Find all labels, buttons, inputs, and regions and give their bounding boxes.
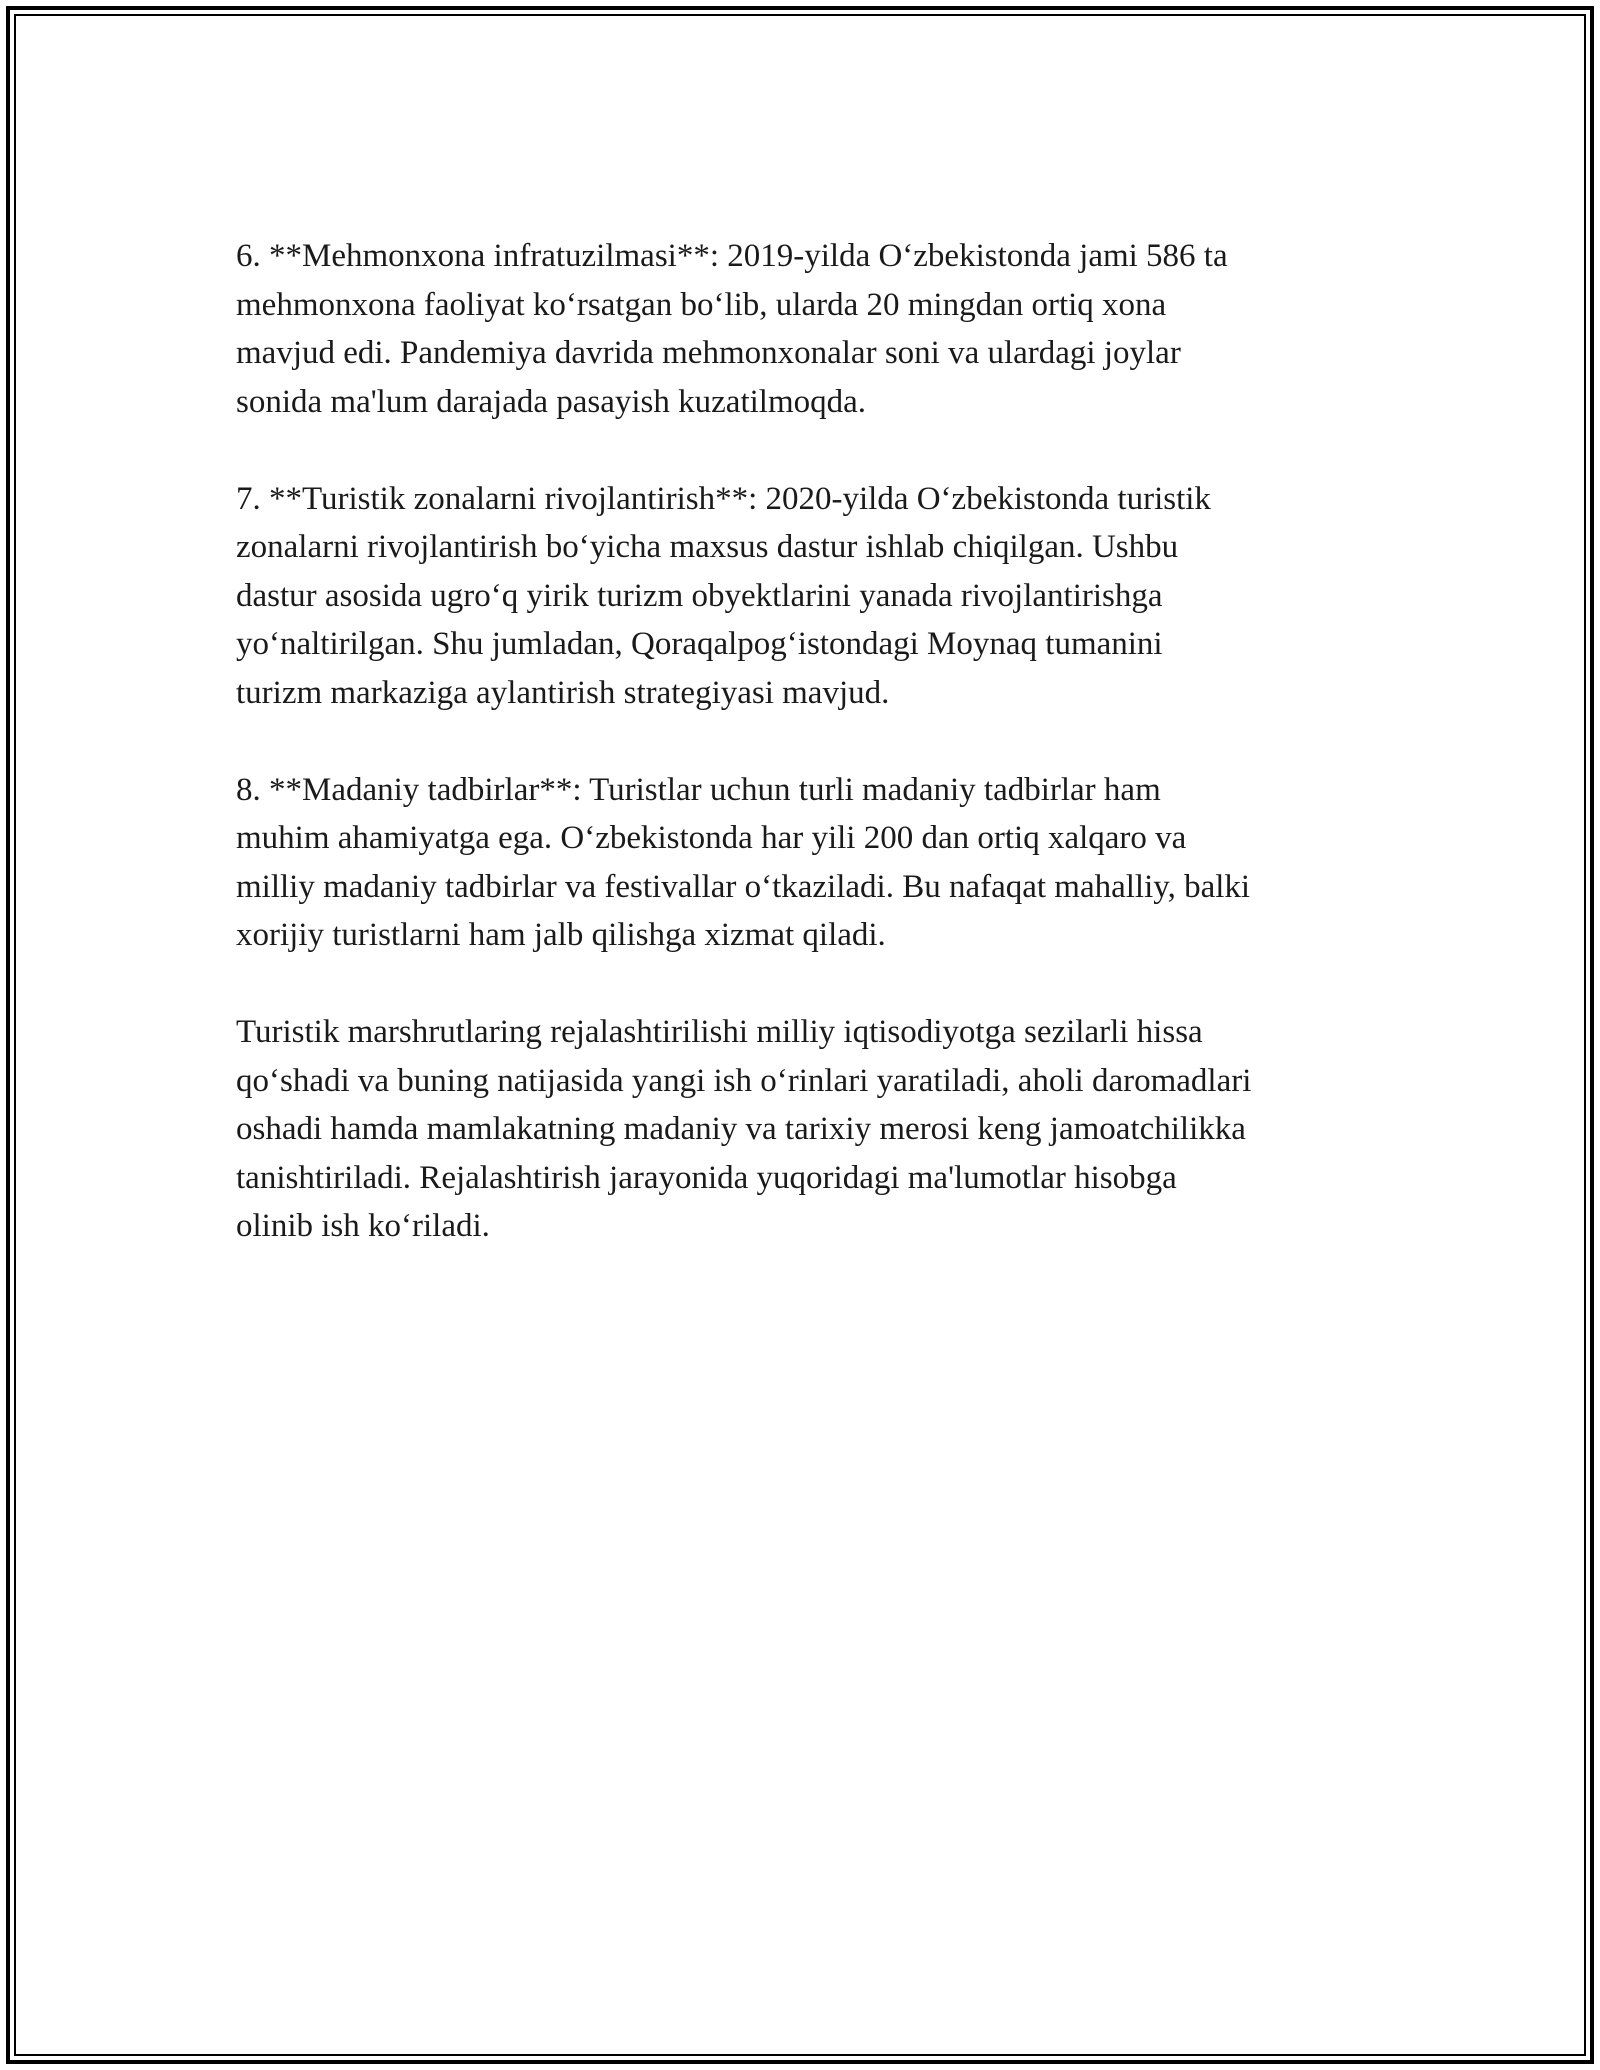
- paragraph-hotel-infrastructure: 6. **Mehmonxona infratuzilmasi**: 2019-yilda O‘zbekistonda jami 586 ta mehmonxona faoliyat ko‘rsatgan bo‘lib, ularda 20 mingdan ortiq xona mavjud edi. Pandemiya davrida mehmonxonalar soni va ulardagi joylar sonida ma'lum darajada pasayish kuzatilmoqda.: [236, 238, 1228, 420]
- paragraph-conclusion: Turistik marshrutlaring rejalashtirilishi milliy iqtisodiyotga sezilarli hissa qo‘shadi va buning natijasida yangi ish o‘rinlari yaratiladi, aholi daromadlari oshadi hamda mamlakatning madaniy va tarixiy merosi keng jamoatchilikka tanishtiriladi. Rejalashtirish jarayonida yuqoridagi ma'lumotlar hisobga olinib ish ko‘riladi.: [236, 1014, 1252, 1244]
- paragraph-tourist-zones: 7. **Turistik zonalarni rivojlantirish**: 2020-yilda O‘zbekistonda turistik zonalarni rivojlantirish bo‘yicha maxsus dastur ishlab chiqilgan. Ushbu dastur asosida ugro‘q yirik turizm obyektlarini yanada rivojlantirishga yo‘naltirilgan. Shu jumladan, Qoraqalpog‘istondagi Moynaq tumanini turizm markaziga aylantirish strategiyasi mavjud.: [236, 480, 1211, 711]
- document-body: [236, 232, 1376, 1299]
- paragraph-cultural-events: 8. **Madaniy tadbirlar**: Turistlar uchun turli madaniy tadbirlar ham muhim ahamiyatga ega. O‘zbekistonda har yili 200 dan ortiq xalqaro va milliy madaniy tadbirlar va festivallar o‘tkaziladi. Bu nafaqat mahalliy, balki xorijiy turistlarni ham jalb qilishga xizmat qiladi.: [236, 771, 1251, 953]
